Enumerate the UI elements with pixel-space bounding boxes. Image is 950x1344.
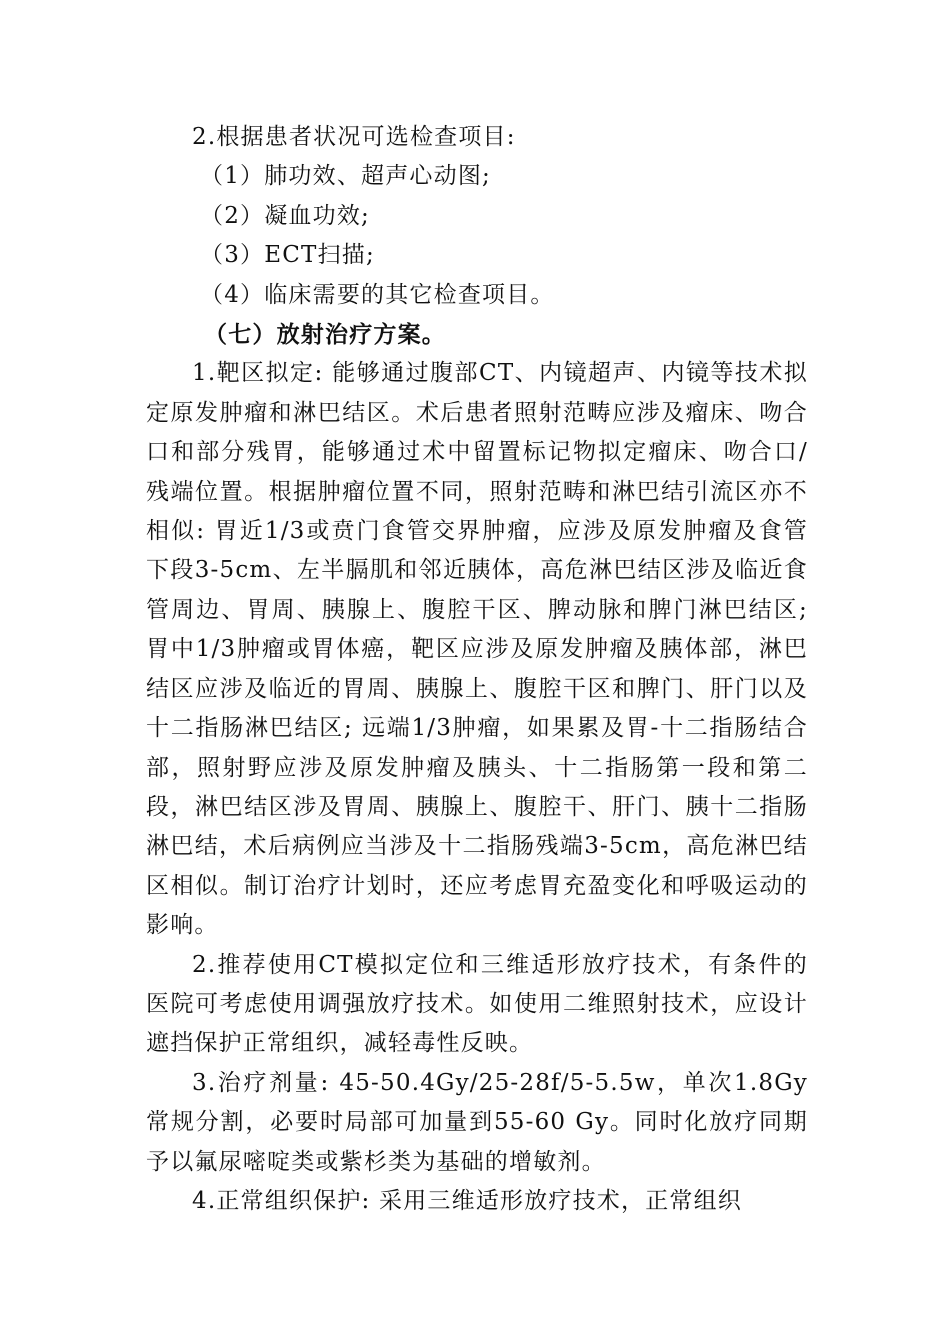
paragraph-technique: 2.推荐使用CT模拟定位和三维适形放疗技术，有条件的医院可考虑使用调强放疗技术。如使用二维照射技术，应设计遮挡保护正常组织，减轻毒性反映。 [146, 951, 808, 1057]
section-heading: （七）放射治疗方案。 [204, 321, 446, 349]
check-title: 2.根据患者状况可选检查项目: [192, 124, 516, 150]
document-body [146, 118, 808, 1221]
check-item-2: （2）凝血功效; [200, 202, 370, 229]
paragraph-normal-tissue: 4.正常组织保护: 采用三维适形放疗技术，正常组织 [192, 1187, 743, 1214]
check-item-4: （4）临床需要的其它检查项目。 [200, 281, 555, 308]
paragraph-target-volume: 1.靶区拟定: 能够通过腹部CT、内镜超声、内镜等技术拟定原发肿瘤和淋巴结区。术后患者照射范畴应涉及瘤床、吻合口和部分残胃，能够通过术中留置标记物拟定瘤床、吻合口/残端位置。根据肿瘤位置不同，照射范畴和淋巴结引流区亦不相似: 胃近1/3或贲门食管交界肿瘤，应涉及原发肿瘤及食管下段3-5cm、左半膈肌和邻近胰体，高危淋巴结区涉及临近食管周边、胃周、胰腺上、腹腔干区、脾动脉和脾门淋巴结区; 胃中1/3肿瘤或胃体癌，靶区应涉及原发肿瘤及胰体部，淋巴结区应涉及临近的胃周、胰腺上、腹腔干区和脾门、肝门以及十二指肠淋巴结区; 远端1/3肿瘤，如果累及胃-十二指肠结合部，照射野应涉及原发肿瘤及胰头、十二指肠第一段和第二段，淋巴结区涉及胃周、胰腺上、腹腔干、肝门、胰十二指肠淋巴结，术后病例应当涉及十二指肠残端3-5cm，高危淋巴结区相似。制订治疗计划时，还应考虑胃充盈变化和呼吸运动的影响。 [146, 360, 808, 939]
check-item-3: （3）ECT扫描; [200, 242, 375, 269]
check-item-1: （1）肺功效、超声心动图; [200, 163, 491, 190]
paragraph-dose: 3.治疗剂量: 45-50.4Gy/25-28f/5-5.5w，单次1.8Gy常规分割，必要时局部可加量到55-60 Gy。同时化放疗同期予以氟尿嘧啶类或紫杉类为基础的增敏剂。 [146, 1069, 808, 1175]
